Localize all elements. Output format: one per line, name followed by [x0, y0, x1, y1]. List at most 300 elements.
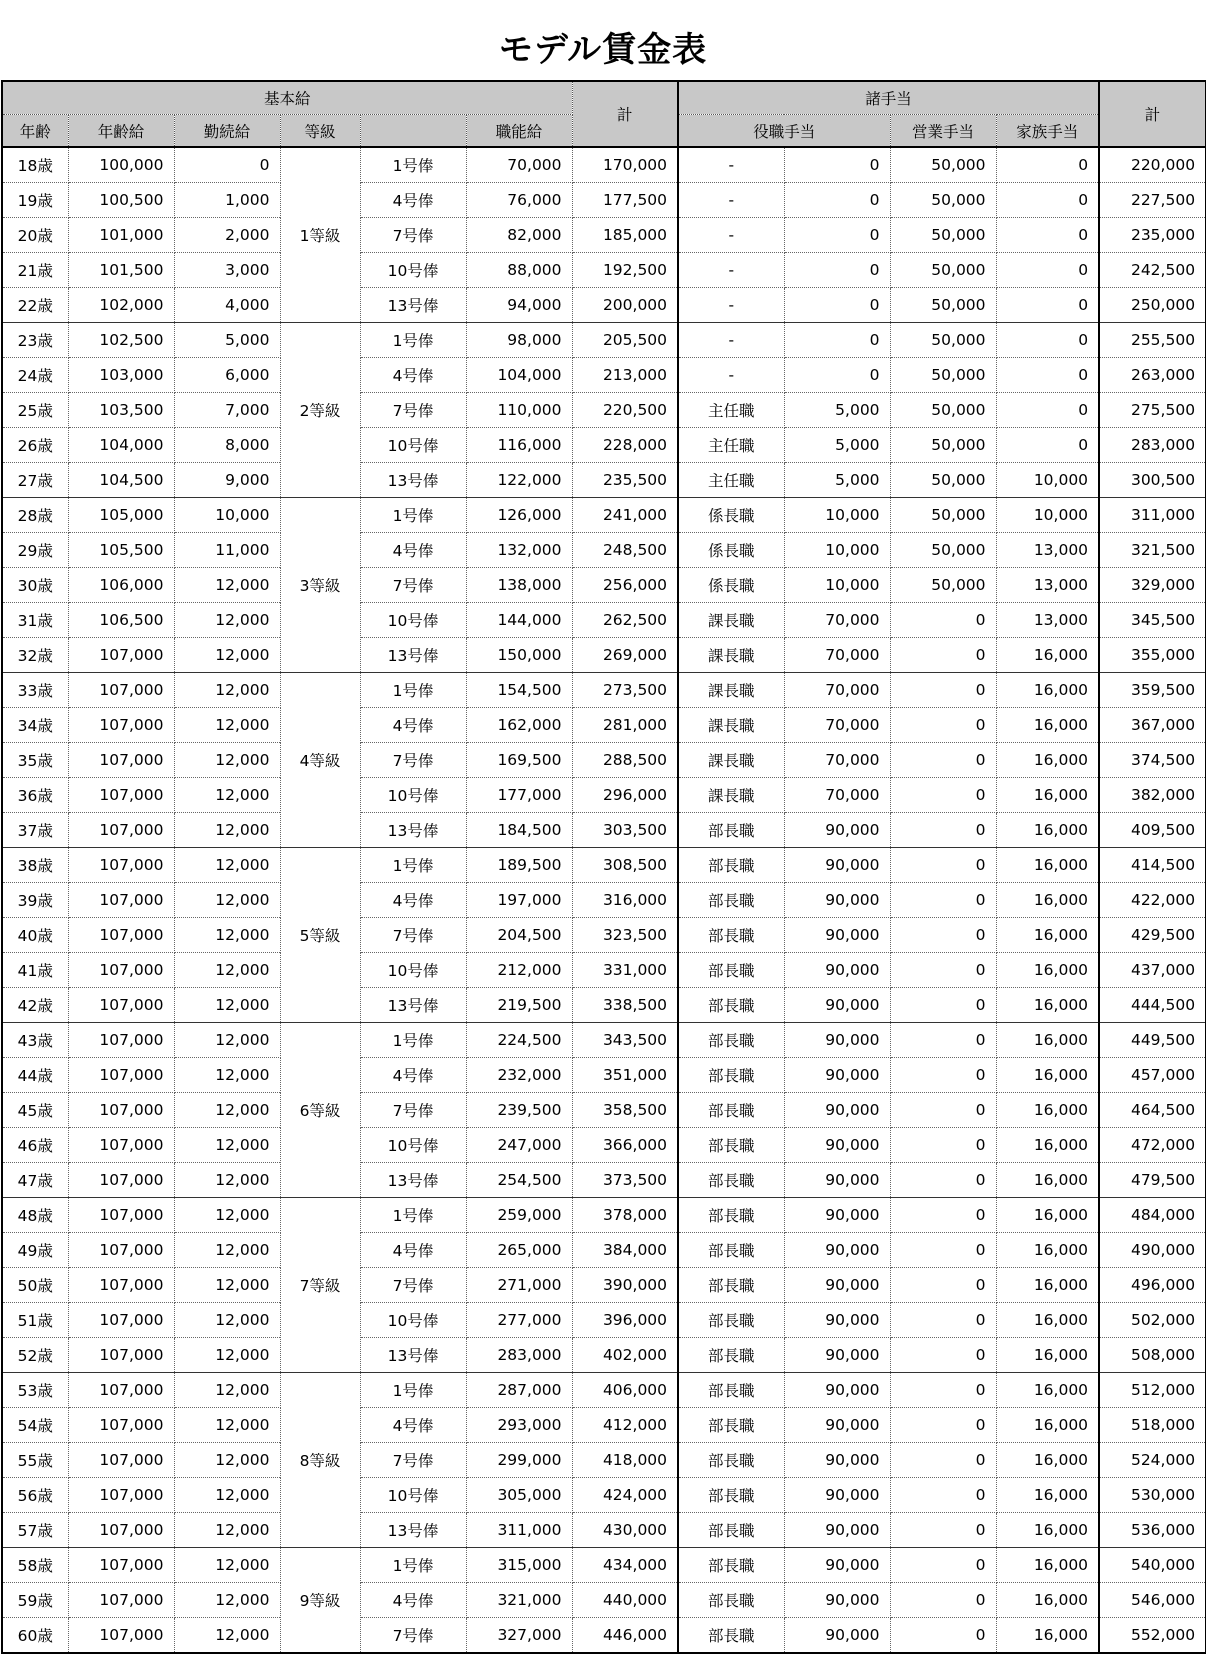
page-title: モデル賃金表 — [498, 30, 708, 70]
tenure-pay-cell: 12,000 — [174, 673, 280, 708]
position-cell: 部長職 — [678, 1548, 784, 1583]
sales-allowance-cell: 0 — [890, 1268, 996, 1303]
basic-total-cell: 316,000 — [572, 883, 678, 918]
position-cell: 部長職 — [678, 1303, 784, 1338]
age-pay-cell: 104,000 — [68, 428, 174, 463]
position-allowance-cell: 90,000 — [784, 1548, 890, 1583]
position-allowance-cell: 70,000 — [784, 743, 890, 778]
table-row — [2, 1408, 1206, 1443]
grand-total-cell: 437,000 — [1099, 953, 1206, 988]
position-cell: 課長職 — [678, 638, 784, 673]
tenure-pay-cell: 12,000 — [174, 988, 280, 1023]
tenure-pay-cell: 12,000 — [174, 1023, 280, 1058]
basic-total-cell: 366,000 — [572, 1128, 678, 1163]
table-row — [2, 568, 1206, 603]
table-row — [2, 708, 1206, 743]
age-cell: 39歳 — [2, 883, 68, 918]
step-cell: 13号俸 — [360, 463, 466, 498]
table-row — [2, 743, 1206, 778]
table-row — [2, 1163, 1206, 1198]
basic-total-cell: 185,000 — [572, 218, 678, 253]
tenure-pay-cell: 12,000 — [174, 953, 280, 988]
basic-total-cell: 434,000 — [572, 1548, 678, 1583]
position-cell: 部長職 — [678, 1373, 784, 1408]
skill-pay-cell: 144,000 — [466, 603, 572, 638]
sales-allowance-cell: 50,000 — [890, 428, 996, 463]
grand-total-cell: 457,000 — [1099, 1058, 1206, 1093]
basic-total-cell: 396,000 — [572, 1303, 678, 1338]
sales-allowance-cell: 50,000 — [890, 147, 996, 183]
family-allowance-cell: 16,000 — [996, 778, 1099, 813]
position-allowance-cell: 90,000 — [784, 813, 890, 848]
skill-pay-cell: 189,500 — [466, 848, 572, 883]
grand-total-cell: 250,000 — [1099, 288, 1206, 323]
tenure-pay-cell: 12,000 — [174, 1513, 280, 1548]
header-position-allowance: 役職手当 — [678, 115, 890, 148]
age-pay-cell: 107,000 — [68, 1198, 174, 1233]
skill-pay-cell: 271,000 — [466, 1268, 572, 1303]
basic-total-cell: 390,000 — [572, 1268, 678, 1303]
age-cell: 43歳 — [2, 1023, 68, 1058]
age-pay-cell: 106,000 — [68, 568, 174, 603]
basic-total-cell: 373,500 — [572, 1163, 678, 1198]
step-cell: 13号俸 — [360, 988, 466, 1023]
family-allowance-cell: 0 — [996, 218, 1099, 253]
position-cell: 部長職 — [678, 1338, 784, 1373]
family-allowance-cell: 16,000 — [996, 638, 1099, 673]
skill-pay-cell: 254,500 — [466, 1163, 572, 1198]
age-cell: 56歳 — [2, 1478, 68, 1513]
step-cell: 4号俸 — [360, 1583, 466, 1618]
age-cell: 30歳 — [2, 568, 68, 603]
grand-total-cell: 422,000 — [1099, 883, 1206, 918]
position-cell: 主任職 — [678, 393, 784, 428]
age-cell: 51歳 — [2, 1303, 68, 1338]
skill-pay-cell: 305,000 — [466, 1478, 572, 1513]
header-step — [360, 115, 466, 148]
position-cell: 係長職 — [678, 498, 784, 533]
grade-cell: 7等級 — [280, 1198, 360, 1373]
position-cell: 部長職 — [678, 883, 784, 918]
age-cell: 41歳 — [2, 953, 68, 988]
position-cell: 部長職 — [678, 953, 784, 988]
tenure-pay-cell: 12,000 — [174, 568, 280, 603]
skill-pay-cell: 132,000 — [466, 533, 572, 568]
step-cell: 10号俸 — [360, 778, 466, 813]
position-allowance-cell: 70,000 — [784, 778, 890, 813]
basic-total-cell: 338,500 — [572, 988, 678, 1023]
position-cell: 部長職 — [678, 1513, 784, 1548]
age-pay-cell: 107,000 — [68, 1478, 174, 1513]
basic-total-cell: 248,500 — [572, 533, 678, 568]
step-cell: 1号俸 — [360, 1373, 466, 1408]
age-pay-cell: 101,500 — [68, 253, 174, 288]
table-row — [2, 1338, 1206, 1373]
header-sales-allowance: 営業手当 — [890, 115, 996, 148]
position-cell: 部長職 — [678, 1408, 784, 1443]
position-allowance-cell: 90,000 — [784, 883, 890, 918]
tenure-pay-cell: 1,000 — [174, 183, 280, 218]
tenure-pay-cell: 3,000 — [174, 253, 280, 288]
tenure-pay-cell: 12,000 — [174, 1338, 280, 1373]
position-allowance-cell: 90,000 — [784, 953, 890, 988]
sales-allowance-cell: 50,000 — [890, 288, 996, 323]
step-cell: 10号俸 — [360, 1478, 466, 1513]
grade-cell: 9等級 — [280, 1548, 360, 1654]
position-cell: 課長職 — [678, 708, 784, 743]
skill-pay-cell: 311,000 — [466, 1513, 572, 1548]
position-cell: 係長職 — [678, 568, 784, 603]
grand-total-cell: 414,500 — [1099, 848, 1206, 883]
skill-pay-cell: 98,000 — [466, 323, 572, 358]
grand-total-cell: 490,000 — [1099, 1233, 1206, 1268]
tenure-pay-cell: 12,000 — [174, 813, 280, 848]
age-cell: 59歳 — [2, 1583, 68, 1618]
skill-pay-cell: 150,000 — [466, 638, 572, 673]
grand-total-cell: 472,000 — [1099, 1128, 1206, 1163]
sales-allowance-cell: 0 — [890, 813, 996, 848]
step-cell: 13号俸 — [360, 288, 466, 323]
position-cell: - — [678, 323, 784, 358]
tenure-pay-cell: 12,000 — [174, 1618, 280, 1654]
age-cell: 35歳 — [2, 743, 68, 778]
position-allowance-cell: 90,000 — [784, 848, 890, 883]
table-row — [2, 1128, 1206, 1163]
position-cell: 部長職 — [678, 1443, 784, 1478]
grand-total-cell: 479,500 — [1099, 1163, 1206, 1198]
position-cell: 部長職 — [678, 1233, 784, 1268]
sales-allowance-cell: 0 — [890, 1058, 996, 1093]
basic-total-cell: 228,000 — [572, 428, 678, 463]
age-cell: 45歳 — [2, 1093, 68, 1128]
grand-total-cell: 536,000 — [1099, 1513, 1206, 1548]
age-cell: 44歳 — [2, 1058, 68, 1093]
tenure-pay-cell: 2,000 — [174, 218, 280, 253]
position-allowance-cell: 0 — [784, 183, 890, 218]
tenure-pay-cell: 12,000 — [174, 603, 280, 638]
table-row — [2, 1093, 1206, 1128]
age-cell: 36歳 — [2, 778, 68, 813]
age-cell: 29歳 — [2, 533, 68, 568]
step-cell: 13号俸 — [360, 1513, 466, 1548]
tenure-pay-cell: 10,000 — [174, 498, 280, 533]
basic-total-cell: 446,000 — [572, 1618, 678, 1654]
skill-pay-cell: 259,000 — [466, 1198, 572, 1233]
table-row — [2, 1058, 1206, 1093]
step-cell: 4号俸 — [360, 533, 466, 568]
step-cell: 1号俸 — [360, 147, 466, 183]
grand-total-cell: 255,500 — [1099, 323, 1206, 358]
family-allowance-cell: 16,000 — [996, 883, 1099, 918]
table-row — [2, 1443, 1206, 1478]
position-cell: 部長職 — [678, 1058, 784, 1093]
position-allowance-cell: 90,000 — [784, 1128, 890, 1163]
step-cell: 13号俸 — [360, 1338, 466, 1373]
sales-allowance-cell: 0 — [890, 1303, 996, 1338]
age-cell: 53歳 — [2, 1373, 68, 1408]
skill-pay-cell: 82,000 — [466, 218, 572, 253]
position-allowance-cell: 90,000 — [784, 1583, 890, 1618]
sales-allowance-cell: 0 — [890, 988, 996, 1023]
position-cell: 主任職 — [678, 428, 784, 463]
age-pay-cell: 107,000 — [68, 638, 174, 673]
family-allowance-cell: 16,000 — [996, 1268, 1099, 1303]
sales-allowance-cell: 0 — [890, 1373, 996, 1408]
skill-pay-cell: 293,000 — [466, 1408, 572, 1443]
grand-total-cell: 345,500 — [1099, 603, 1206, 638]
table-row — [2, 813, 1206, 848]
step-cell: 1号俸 — [360, 323, 466, 358]
step-cell: 1号俸 — [360, 498, 466, 533]
step-cell: 10号俸 — [360, 1128, 466, 1163]
position-allowance-cell: 90,000 — [784, 1093, 890, 1128]
grand-total-cell: 355,000 — [1099, 638, 1206, 673]
position-allowance-cell: 10,000 — [784, 498, 890, 533]
age-cell: 58歳 — [2, 1548, 68, 1583]
tenure-pay-cell: 12,000 — [174, 1058, 280, 1093]
age-cell: 38歳 — [2, 848, 68, 883]
age-pay-cell: 107,000 — [68, 1128, 174, 1163]
position-allowance-cell: 90,000 — [784, 1408, 890, 1443]
table-row — [2, 1023, 1206, 1058]
age-cell: 57歳 — [2, 1513, 68, 1548]
grade-cell: 4等級 — [280, 673, 360, 848]
position-allowance-cell: 5,000 — [784, 393, 890, 428]
table-row — [2, 1618, 1206, 1654]
grand-total-cell: 227,500 — [1099, 183, 1206, 218]
family-allowance-cell: 16,000 — [996, 1093, 1099, 1128]
sales-allowance-cell: 50,000 — [890, 183, 996, 218]
step-cell: 4号俸 — [360, 1058, 466, 1093]
age-pay-cell: 107,000 — [68, 1023, 174, 1058]
family-allowance-cell: 16,000 — [996, 848, 1099, 883]
skill-pay-cell: 76,000 — [466, 183, 572, 218]
header-family-allowance: 家族手当 — [996, 115, 1099, 148]
family-allowance-cell: 16,000 — [996, 708, 1099, 743]
tenure-pay-cell: 12,000 — [174, 1373, 280, 1408]
family-allowance-cell: 16,000 — [996, 1303, 1099, 1338]
age-cell: 26歳 — [2, 428, 68, 463]
skill-pay-cell: 138,000 — [466, 568, 572, 603]
family-allowance-cell: 0 — [996, 358, 1099, 393]
position-allowance-cell: 90,000 — [784, 1513, 890, 1548]
position-allowance-cell: 70,000 — [784, 638, 890, 673]
tenure-pay-cell: 12,000 — [174, 1583, 280, 1618]
basic-total-cell: 256,000 — [572, 568, 678, 603]
grand-total-cell: 329,000 — [1099, 568, 1206, 603]
tenure-pay-cell: 7,000 — [174, 393, 280, 428]
grand-total-cell: 300,500 — [1099, 463, 1206, 498]
basic-total-cell: 308,500 — [572, 848, 678, 883]
table-row — [2, 1268, 1206, 1303]
age-pay-cell: 100,000 — [68, 147, 174, 183]
tenure-pay-cell: 4,000 — [174, 288, 280, 323]
position-cell: - — [678, 288, 784, 323]
position-allowance-cell: 90,000 — [784, 1058, 890, 1093]
basic-total-cell: 288,500 — [572, 743, 678, 778]
family-allowance-cell: 0 — [996, 428, 1099, 463]
step-cell: 1号俸 — [360, 1548, 466, 1583]
step-cell: 10号俸 — [360, 953, 466, 988]
step-cell: 10号俸 — [360, 1303, 466, 1338]
age-pay-cell: 107,000 — [68, 813, 174, 848]
age-cell: 21歳 — [2, 253, 68, 288]
grand-total-cell: 429,500 — [1099, 918, 1206, 953]
step-cell: 1号俸 — [360, 1023, 466, 1058]
family-allowance-cell: 16,000 — [996, 1443, 1099, 1478]
basic-total-cell: 440,000 — [572, 1583, 678, 1618]
tenure-pay-cell: 12,000 — [174, 1233, 280, 1268]
skill-pay-cell: 212,000 — [466, 953, 572, 988]
basic-total-cell: 205,500 — [572, 323, 678, 358]
basic-total-cell: 418,000 — [572, 1443, 678, 1478]
grand-total-cell: 220,000 — [1099, 147, 1206, 183]
family-allowance-cell: 0 — [996, 393, 1099, 428]
family-allowance-cell: 16,000 — [996, 1373, 1099, 1408]
skill-pay-cell: 315,000 — [466, 1548, 572, 1583]
sales-allowance-cell: 0 — [890, 1233, 996, 1268]
basic-total-cell: 430,000 — [572, 1513, 678, 1548]
position-allowance-cell: 10,000 — [784, 568, 890, 603]
age-cell: 50歳 — [2, 1268, 68, 1303]
table-row — [2, 673, 1206, 708]
skill-pay-cell: 177,000 — [466, 778, 572, 813]
step-cell: 7号俸 — [360, 218, 466, 253]
header-age: 年齢 — [2, 115, 68, 148]
step-cell: 7号俸 — [360, 1093, 466, 1128]
age-cell: 31歳 — [2, 603, 68, 638]
tenure-pay-cell: 12,000 — [174, 1093, 280, 1128]
grade-cell: 1等級 — [280, 147, 360, 323]
position-cell: 主任職 — [678, 463, 784, 498]
table-row — [2, 1513, 1206, 1548]
age-pay-cell: 107,000 — [68, 883, 174, 918]
tenure-pay-cell: 12,000 — [174, 1163, 280, 1198]
age-cell: 32歳 — [2, 638, 68, 673]
skill-pay-cell: 321,000 — [466, 1583, 572, 1618]
age-pay-cell: 107,000 — [68, 1058, 174, 1093]
table-row — [2, 498, 1206, 533]
position-cell: 部長職 — [678, 1163, 784, 1198]
tenure-pay-cell: 12,000 — [174, 1478, 280, 1513]
position-allowance-cell: 90,000 — [784, 1478, 890, 1513]
grade-cell: 2等級 — [280, 323, 360, 498]
position-allowance-cell: 0 — [784, 323, 890, 358]
sales-allowance-cell: 0 — [890, 1478, 996, 1513]
tenure-pay-cell: 12,000 — [174, 778, 280, 813]
table-row — [2, 988, 1206, 1023]
sales-allowance-cell: 0 — [890, 953, 996, 988]
age-cell: 25歳 — [2, 393, 68, 428]
position-cell: 部長職 — [678, 1128, 784, 1163]
step-cell: 4号俸 — [360, 358, 466, 393]
header-tenure-pay: 勤続給 — [174, 115, 280, 148]
table-row — [2, 253, 1206, 288]
age-cell: 49歳 — [2, 1233, 68, 1268]
table-row — [2, 463, 1206, 498]
grand-total-cell: 367,000 — [1099, 708, 1206, 743]
family-allowance-cell: 16,000 — [996, 1548, 1099, 1583]
family-allowance-cell: 13,000 — [996, 533, 1099, 568]
family-allowance-cell: 16,000 — [996, 1198, 1099, 1233]
step-cell: 4号俸 — [360, 708, 466, 743]
basic-total-cell: 402,000 — [572, 1338, 678, 1373]
step-cell: 7号俸 — [360, 1268, 466, 1303]
skill-pay-cell: 287,000 — [466, 1373, 572, 1408]
basic-total-cell: 412,000 — [572, 1408, 678, 1443]
position-allowance-cell: 90,000 — [784, 1338, 890, 1373]
position-allowance-cell: 90,000 — [784, 1373, 890, 1408]
position-cell: - — [678, 358, 784, 393]
age-cell: 24歳 — [2, 358, 68, 393]
skill-pay-cell: 299,000 — [466, 1443, 572, 1478]
age-pay-cell: 107,000 — [68, 743, 174, 778]
grand-total-cell: 496,000 — [1099, 1268, 1206, 1303]
skill-pay-cell: 239,500 — [466, 1093, 572, 1128]
step-cell: 7号俸 — [360, 393, 466, 428]
grand-total-cell: 275,500 — [1099, 393, 1206, 428]
basic-total-cell: 220,500 — [572, 393, 678, 428]
age-cell: 37歳 — [2, 813, 68, 848]
age-pay-cell: 102,000 — [68, 288, 174, 323]
sales-allowance-cell: 0 — [890, 1618, 996, 1654]
header-total-all: 計 — [1099, 81, 1206, 147]
age-pay-cell: 107,000 — [68, 778, 174, 813]
sales-allowance-cell: 0 — [890, 638, 996, 673]
grand-total-cell: 512,000 — [1099, 1373, 1206, 1408]
sales-allowance-cell: 50,000 — [890, 323, 996, 358]
position-allowance-cell: 0 — [784, 147, 890, 183]
position-allowance-cell: 90,000 — [784, 1303, 890, 1338]
tenure-pay-cell: 0 — [174, 147, 280, 183]
skill-pay-cell: 184,500 — [466, 813, 572, 848]
position-cell: 係長職 — [678, 533, 784, 568]
header-total-basic: 計 — [572, 81, 678, 147]
basic-total-cell: 424,000 — [572, 1478, 678, 1513]
family-allowance-cell: 16,000 — [996, 988, 1099, 1023]
age-pay-cell: 102,500 — [68, 323, 174, 358]
position-cell: 部長職 — [678, 1618, 784, 1654]
age-cell: 34歳 — [2, 708, 68, 743]
step-cell: 10号俸 — [360, 428, 466, 463]
age-cell: 48歳 — [2, 1198, 68, 1233]
table-row — [2, 603, 1206, 638]
table-row — [2, 1233, 1206, 1268]
header-allowances: 諸手当 — [678, 81, 1099, 115]
tenure-pay-cell: 12,000 — [174, 1128, 280, 1163]
sales-allowance-cell: 0 — [890, 1513, 996, 1548]
basic-total-cell: 269,000 — [572, 638, 678, 673]
age-cell: 20歳 — [2, 218, 68, 253]
table-row — [2, 918, 1206, 953]
position-allowance-cell: 90,000 — [784, 1618, 890, 1654]
skill-pay-cell: 70,000 — [466, 147, 572, 183]
age-pay-cell: 107,000 — [68, 1093, 174, 1128]
grand-total-cell: 552,000 — [1099, 1618, 1206, 1654]
sales-allowance-cell: 0 — [890, 708, 996, 743]
family-allowance-cell: 16,000 — [996, 743, 1099, 778]
family-allowance-cell: 16,000 — [996, 1023, 1099, 1058]
family-allowance-cell: 0 — [996, 323, 1099, 358]
grade-cell: 3等級 — [280, 498, 360, 673]
position-cell: 部長職 — [678, 918, 784, 953]
skill-pay-cell: 232,000 — [466, 1058, 572, 1093]
table-row — [2, 288, 1206, 323]
family-allowance-cell: 16,000 — [996, 1408, 1099, 1443]
age-cell: 55歳 — [2, 1443, 68, 1478]
position-cell: 課長職 — [678, 778, 784, 813]
skill-pay-cell: 197,000 — [466, 883, 572, 918]
